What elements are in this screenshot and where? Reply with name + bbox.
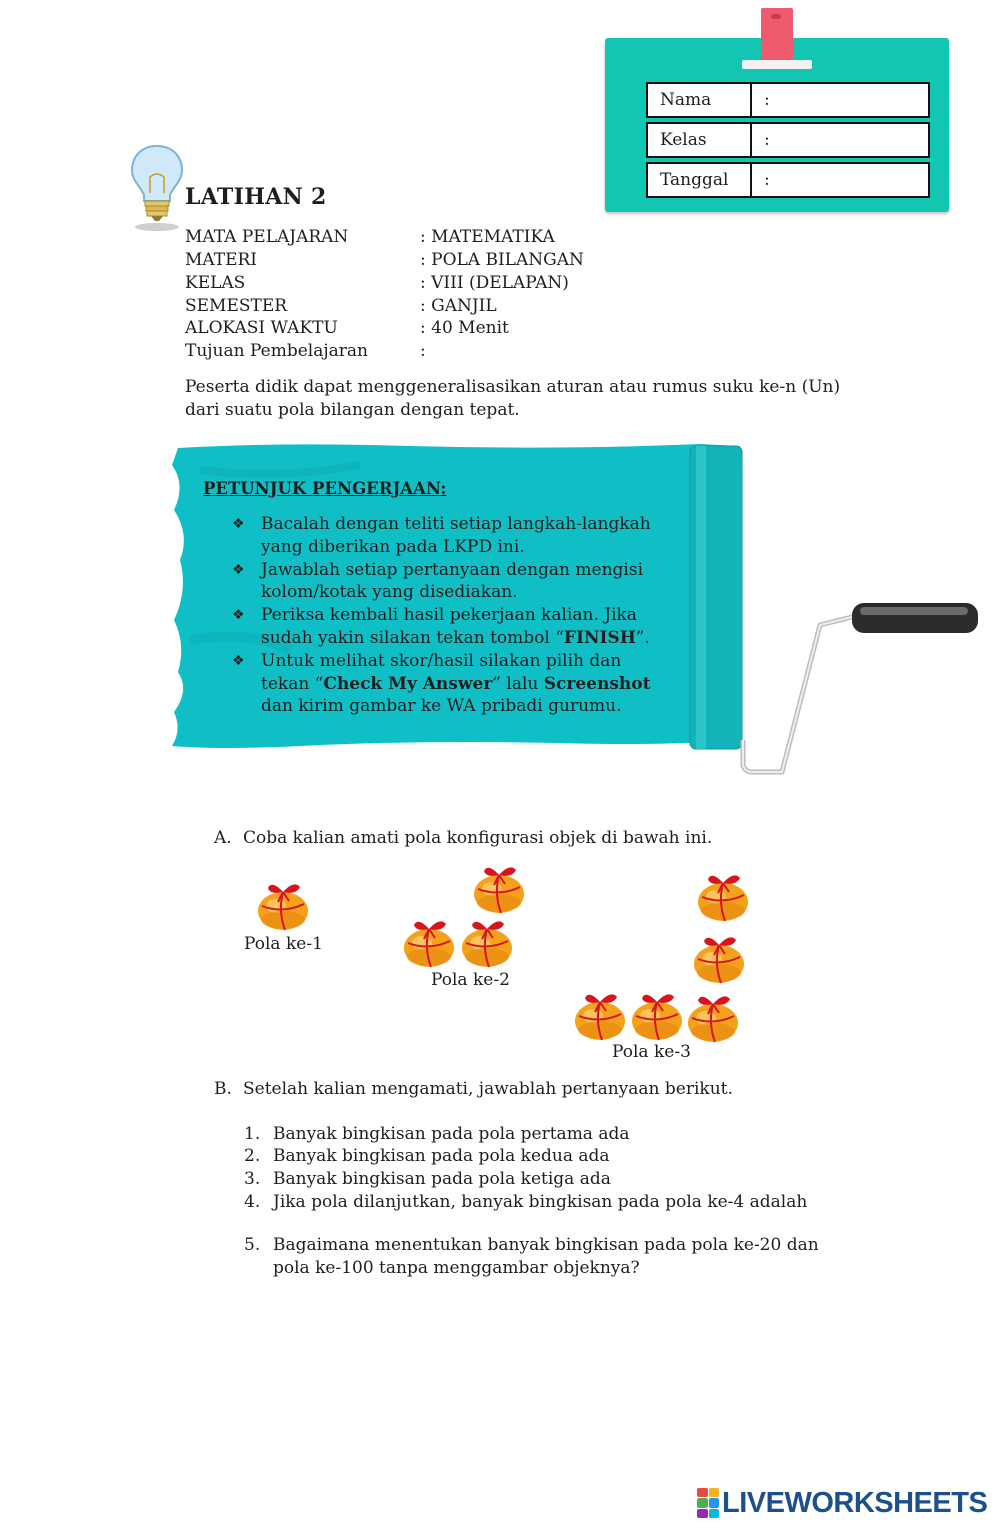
meta-value: : bbox=[420, 341, 426, 361]
section-b-prompt: B. Setelah kalian mengamati, jawablah pertanyaan berikut. bbox=[214, 1079, 733, 1099]
gift-icon bbox=[692, 931, 746, 985]
meta-row-subject bbox=[185, 226, 555, 249]
question-3: 3. Banyak bingkisan pada pola ketiga ada bbox=[244, 1169, 611, 1189]
meta-value: : POLA BILANGAN bbox=[420, 250, 584, 270]
section-a-prompt: A. Coba kalian amati pola konfigurasi objek di bawah ini. bbox=[214, 828, 713, 848]
gift-icon bbox=[460, 915, 514, 969]
date-label: Tanggal bbox=[648, 164, 752, 196]
class-input[interactable]: : bbox=[764, 130, 770, 150]
meta-value: : 40 Menit bbox=[420, 318, 509, 338]
section-letter: B. bbox=[214, 1079, 232, 1099]
gift-icon bbox=[472, 861, 526, 915]
class-label: Kelas bbox=[648, 124, 752, 156]
gift-icon bbox=[696, 869, 750, 923]
diamond-bullet-icon: ❖ bbox=[232, 652, 245, 669]
learning-objective: Peserta didik dapat menggeneralisasikan aturan atau rumus suku ke-n (Un) dari suatu pola bilangan dengan tepat. bbox=[185, 377, 841, 420]
liveworksheets-logo bbox=[697, 1486, 987, 1520]
gift-icon bbox=[686, 990, 740, 1044]
question-4: 4. Jika pola dilanjutkan, banyak bingkisan pada pola ke-4 adalah bbox=[244, 1192, 808, 1212]
meta-label: MATA PELAJARAN bbox=[185, 227, 349, 247]
lightbulb-icon bbox=[128, 143, 186, 233]
screenshot-keyword: Screenshot bbox=[543, 673, 651, 694]
section-letter: A. bbox=[214, 828, 232, 848]
gift-icon bbox=[630, 988, 684, 1042]
instruction-item: ❖ Periksa kembali hasil pekerjaan kalian. Jika sudah yakin silakan tekan tombol “FINISH”. bbox=[232, 605, 650, 648]
meta-value: : MATEMATIKA bbox=[420, 227, 555, 247]
name-field-row bbox=[646, 82, 930, 118]
check-answer-keyword: Check My Answer bbox=[323, 673, 493, 694]
meta-label: KELAS bbox=[185, 273, 246, 293]
meta-row-objective bbox=[185, 340, 426, 363]
instructions-list bbox=[230, 513, 670, 718]
meta-label: Tujuan Pembelajaran bbox=[185, 341, 368, 361]
instruction-item: ❖ Jawablah setiap pertanyaan dengan mengisi kolom/kotak yang disediakan. bbox=[232, 559, 644, 603]
meta-value: : VIII (DELAPAN) bbox=[420, 273, 569, 293]
diamond-bullet-icon: ❖ bbox=[232, 561, 245, 578]
question-2: 2. Banyak bingkisan pada pola kedua ada bbox=[244, 1146, 610, 1166]
meta-value: : GANJIL bbox=[420, 296, 497, 316]
meta-row-class bbox=[185, 272, 569, 295]
pattern-2-label: Pola ke-2 bbox=[431, 970, 510, 990]
page-title: LATIHAN 2 bbox=[185, 184, 327, 210]
date-field-row bbox=[646, 162, 930, 198]
clip-base bbox=[742, 60, 812, 69]
diamond-bullet-icon: ❖ bbox=[232, 607, 245, 624]
meta-row-material bbox=[185, 249, 584, 272]
date-input[interactable]: : bbox=[764, 170, 770, 190]
pattern-1-label: Pola ke-1 bbox=[244, 934, 323, 954]
gift-icon bbox=[256, 878, 310, 932]
finish-keyword: FINISH bbox=[563, 627, 636, 648]
question-1: 1. Banyak bingkisan pada pola pertama ada bbox=[244, 1124, 630, 1144]
meta-row-semester bbox=[185, 295, 497, 318]
clip-hole bbox=[771, 14, 781, 19]
meta-row-time bbox=[185, 317, 509, 340]
name-label: Nama bbox=[648, 84, 752, 116]
logo-mark-icon bbox=[697, 1488, 719, 1518]
instruction-item: ❖ Bacalah dengan teliti setiap langkah-langkah yang diberikan pada LKPD ini. bbox=[232, 514, 651, 557]
meta-label: MATERI bbox=[185, 250, 258, 270]
gift-icon bbox=[402, 915, 456, 969]
meta-label: SEMESTER bbox=[185, 296, 288, 316]
gift-icon bbox=[573, 988, 627, 1042]
name-input[interactable]: : bbox=[764, 90, 770, 110]
pattern-3-label: Pola ke-3 bbox=[612, 1042, 691, 1062]
instruction-item: ❖ Untuk melihat skor/hasil silakan pilih dan tekan “Check My Answer” lalu Screenshot dan kirim gambar ke WA pribadi gurumu. bbox=[232, 650, 651, 717]
question-5: 5. Bagaimana menentukan banyak bingkisan pada pola ke-20 dan pola ke-100 tanpa menggambar objeknya? bbox=[244, 1235, 819, 1278]
logo-text: LIVEWORKSHEETS bbox=[722, 1486, 988, 1519]
meta-label: ALOKASI WAKTU bbox=[185, 318, 338, 338]
diamond-bullet-icon: ❖ bbox=[232, 516, 245, 532]
class-field-row bbox=[646, 122, 930, 158]
instructions-title: PETUNJUK PENGERJAAN: bbox=[203, 479, 447, 498]
